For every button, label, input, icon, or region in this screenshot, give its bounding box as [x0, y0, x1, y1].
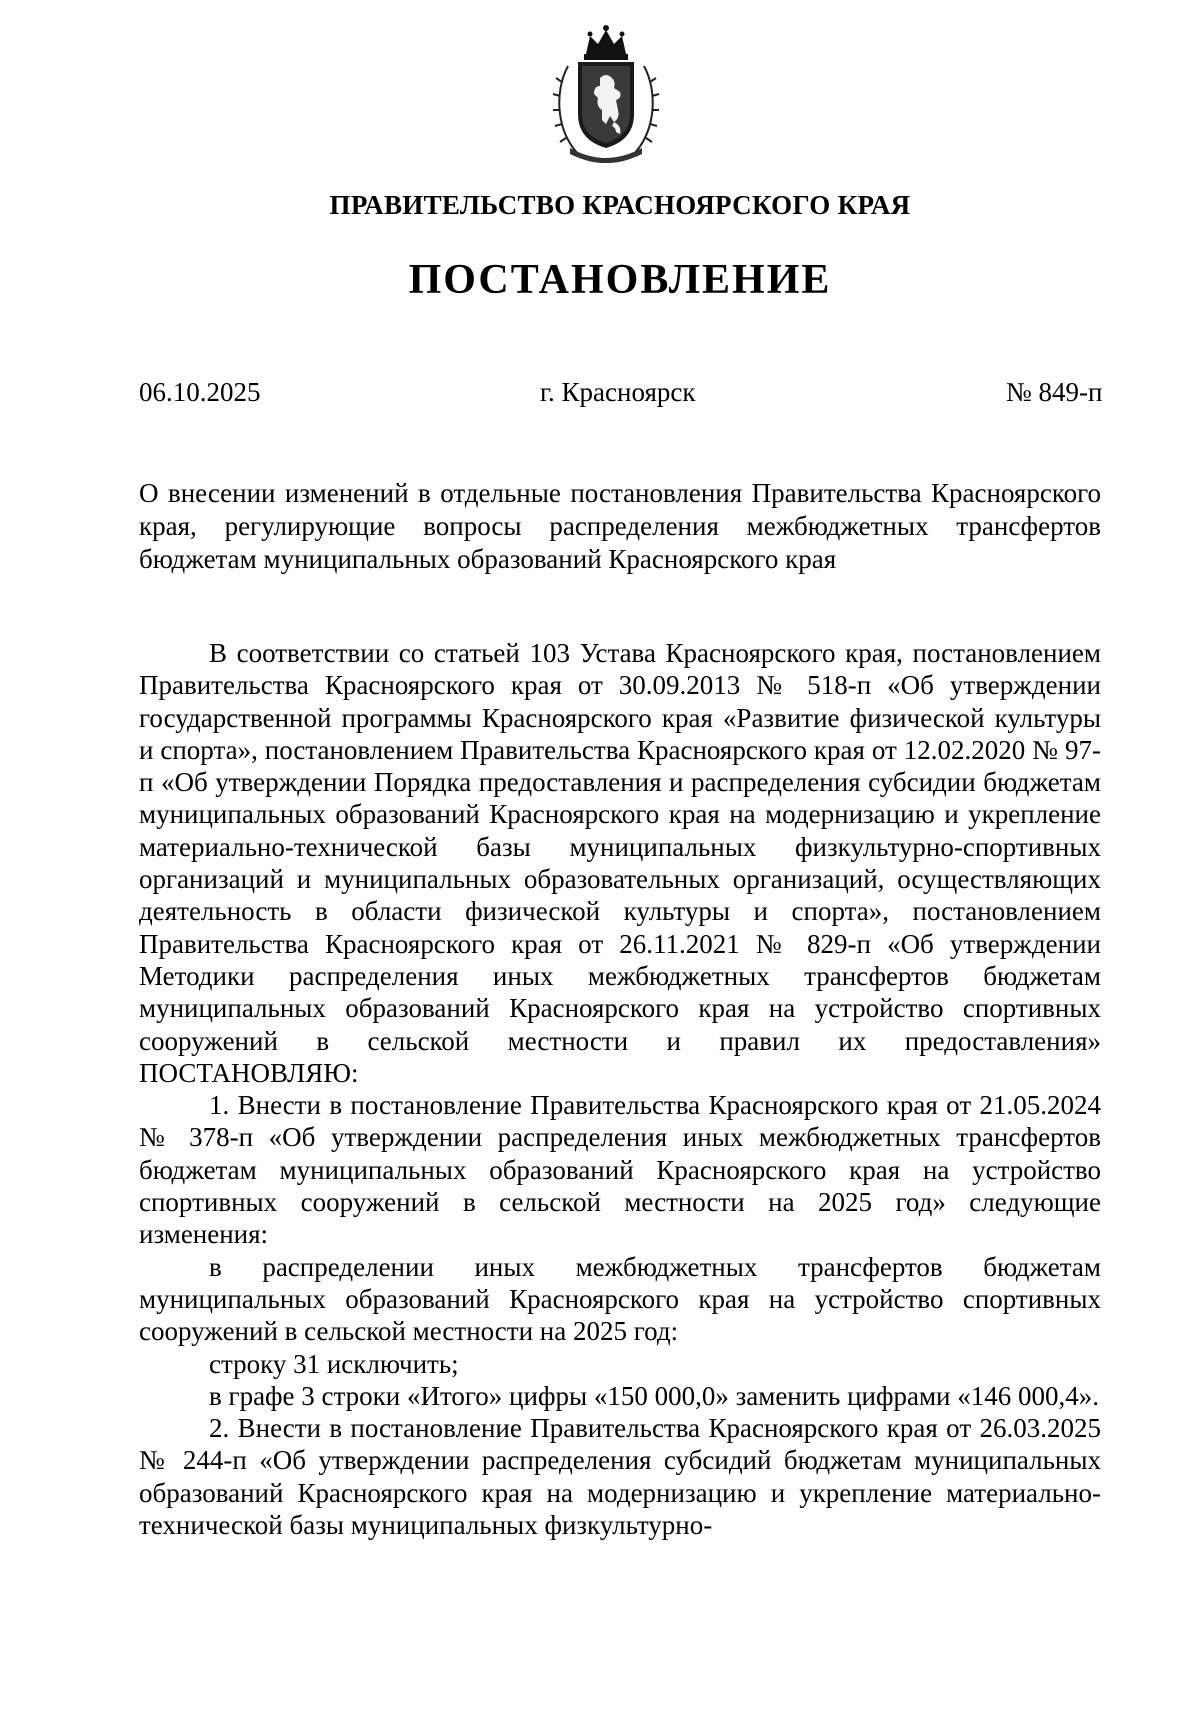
item-1-exclude-row-paragraph: строку 31 исключить; [209, 1348, 459, 1379]
item-1-paragraph: 1. Внести в постановление Правительства Красноярского края от 21.05.2024 № 378-п «Об утверждении распределения иных межбюджетных трансфертов бюджетам муниципальных образований Красноярского края на устройство спортивных сооружений в сельской местности на 2025 год» следующие изменения: [139, 1090, 1101, 1250]
item-1-total-change-paragraph: в графе 3 строки «Итого» цифры «150 000,0» заменить цифрами «146 000,4». [209, 1380, 1099, 1411]
document-type-title: ПОСТАНОВЛЕНИЕ [408, 257, 832, 303]
preamble-paragraph: В соответствии со статьей 103 Устава Красноярского края, постановлением Правительства Красноярского края от 30.09.2013 № 518-п «Об утверждении государственной программы Красноярского края «Развитие физической культуры и спорта», постановлением Правительства Красноярского края от 12.02.2020 № 97-п «Об утверждении Порядка предоставления и распределения субсидии бюджетам муниципальных образований Красноярского края на модернизацию и укрепление материально-технической базы муниципальных физкультурно-спортивных организаций и муниципальных образовательных организаций, осуществляющих деятельность в области физической культуры и спорта», постановлением Правительства Красноярского края от 26.11.2021 № 829-п «Об утверждении Методики распределения иных межбюджетных трансфертов бюджетам муниципальных образований Красноярского края на устройство спортивных сооружений в сельской местности и правил их предоставления» ПОСТАНОВЛЯЮ: [139, 638, 1101, 1088]
document-date: 06.10.2025 [139, 377, 261, 407]
document-body [139, 637, 1101, 1541]
government-title: ПРАВИТЕЛЬСТВО КРАСНОЯРСКОГО КРАЯ [329, 190, 911, 220]
document-city: г. Красноярск [540, 377, 696, 407]
item-1-distribution-paragraph: в распределении иных межбюджетных трансфертов бюджетам муниципальных образований Красноярского края на устройство спортивных сооружений в сельской местности на 2025 год: [139, 1251, 1101, 1347]
document-number: № 849-п [1006, 377, 1103, 407]
coat-of-arms-icon [550, 22, 662, 168]
item-2-paragraph: 2. Внести в постановление Правительства Красноярского края от 26.03.2025 № 244-п «Об утверждении распределения субсидий бюджетам муниципальных образований Красноярского края на модернизацию и укрепление материально-технической базы муниципальных физкультурно- [139, 1413, 1101, 1541]
document-subject: О внесении изменений в отдельные постановления Правительства Красноярского края, регулирующие вопросы распределения межбюджетных трансфертов бюджетам муниципальных образований Красноярского края [139, 478, 1101, 574]
